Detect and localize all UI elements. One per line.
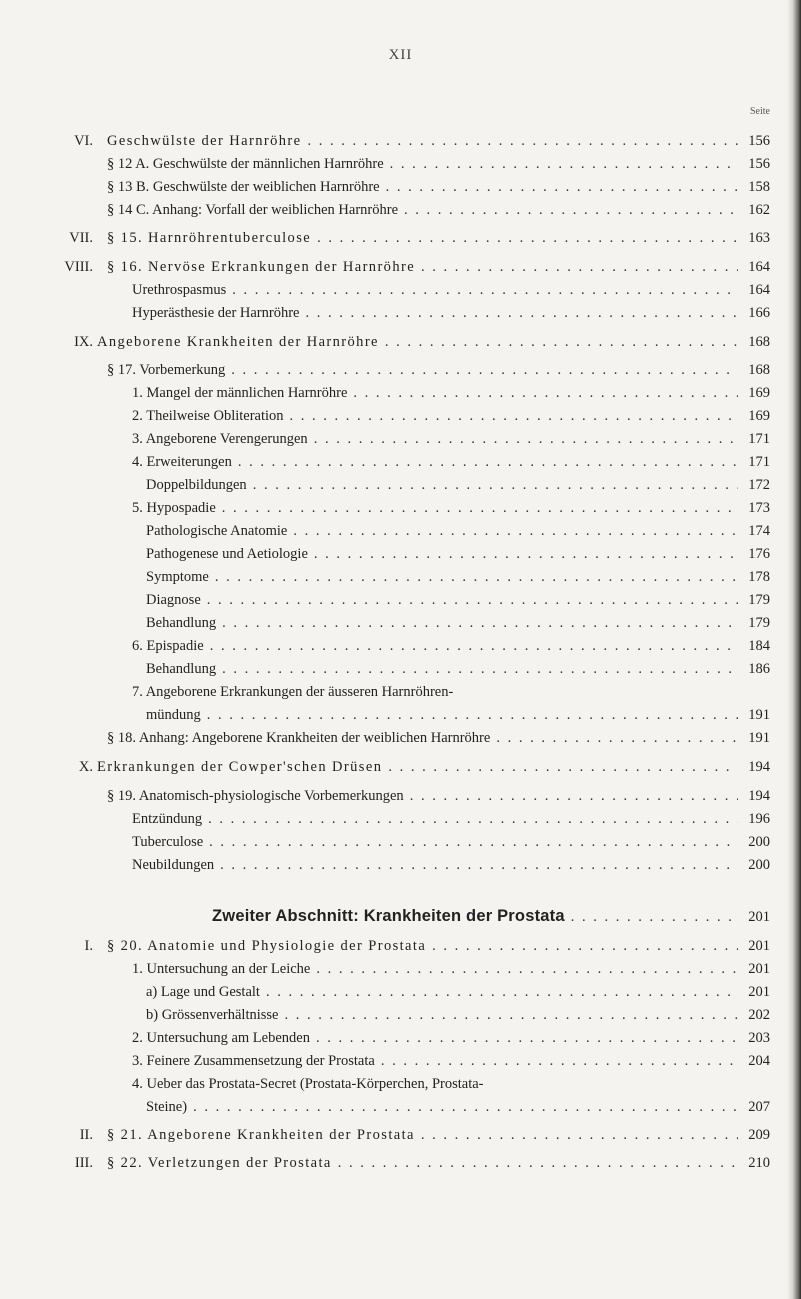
dot-leader (388, 756, 738, 778)
section-heading (0, 905, 801, 927)
entry-title: mündung (146, 707, 201, 723)
entry-title: 6. Epispadie (132, 638, 204, 654)
entry-body (132, 808, 770, 830)
page-ref: 164 (748, 282, 770, 298)
toc-entry (0, 331, 801, 353)
entry-title: § 22. Verletzungen der Prostata (107, 1155, 332, 1171)
entry-body (146, 589, 770, 611)
dot-leader (353, 382, 738, 404)
page-ref: 191 (748, 730, 770, 746)
entry-title: Tuberculose (132, 834, 204, 850)
toc-entry (0, 1152, 801, 1174)
chapter-number: IX. (74, 334, 93, 350)
toc-entry (0, 176, 801, 198)
dot-leader (293, 520, 738, 542)
entry-title: § 19. Anatomisch-physiologische Vorbemerkungen (107, 788, 404, 804)
entry-body (132, 1050, 770, 1072)
entry-body (146, 1096, 770, 1118)
page-ref: 207 (748, 1099, 770, 1115)
entry-body (146, 981, 770, 1003)
toc-entry (0, 756, 801, 778)
entry-title: 3. Angeborene Verengerungen (132, 431, 308, 447)
dot-leader (215, 566, 738, 588)
dot-leader (207, 704, 738, 726)
entry-body (107, 227, 770, 249)
entry-title: Pathogenese und Aetiologie (146, 546, 308, 562)
entry-body (132, 1073, 770, 1095)
page-ref: 200 (748, 857, 770, 873)
toc-entry (0, 1124, 801, 1146)
entry-body (146, 704, 770, 726)
toc-entry (0, 589, 801, 611)
toc-entry (0, 981, 801, 1003)
page-ref: 201 (748, 938, 770, 954)
toc-entry (0, 727, 801, 749)
entry-body (212, 905, 770, 928)
page-ref: 179 (748, 615, 770, 631)
chapter-number: VI. (74, 133, 93, 149)
dot-leader (381, 1050, 738, 1072)
dot-leader (220, 854, 738, 876)
dot-leader (316, 958, 738, 980)
page-ref: 184 (748, 638, 770, 654)
entry-title: Geschwülste der Harnröhre (107, 133, 302, 149)
entry-title: Pathologische Anatomie (146, 523, 288, 539)
entry-body (107, 1152, 770, 1174)
toc-entry (0, 227, 801, 249)
entry-body (132, 497, 770, 519)
toc-entry (0, 958, 801, 980)
toc-entry (0, 831, 801, 853)
toc-entry (0, 543, 801, 565)
page-ref: 166 (748, 305, 770, 321)
entry-body (132, 428, 770, 450)
toc-entry (0, 635, 801, 657)
entry-body (97, 331, 770, 353)
page-number: XII (388, 47, 413, 63)
page-ref: 178 (748, 569, 770, 585)
entry-title: Doppelbildungen (146, 477, 247, 493)
dot-leader (421, 1124, 738, 1146)
dot-leader (314, 543, 738, 565)
toc-entry (0, 130, 801, 152)
toc-entry (0, 199, 801, 221)
page-ref: 196 (748, 811, 770, 827)
entry-title: Hyperästhesie der Harnröhre (132, 305, 300, 321)
page-ref: 169 (748, 385, 770, 401)
page-ref: 174 (748, 523, 770, 539)
dot-leader (305, 302, 738, 324)
toc-entry (0, 382, 801, 404)
entry-title: § 13 B. Geschwülste der weiblichen Harnröhre (107, 179, 380, 195)
page-ref: 164 (748, 259, 770, 275)
seite-label: Seite (750, 106, 770, 117)
entry-body (132, 405, 770, 427)
dot-leader (266, 981, 738, 1003)
dot-leader (307, 130, 738, 152)
entry-title: Diagnose (146, 592, 201, 608)
entry-body (107, 199, 770, 221)
entry-title: 4. Erweiterungen (132, 454, 232, 470)
toc-entry (0, 1096, 801, 1118)
dot-leader (284, 1004, 738, 1026)
toc-entry (0, 428, 801, 450)
toc-entry (0, 1004, 801, 1026)
page-ref: 163 (748, 230, 770, 246)
page-ref: 203 (748, 1030, 770, 1046)
toc-entry (0, 359, 801, 381)
dot-leader (317, 227, 738, 249)
page-ref: 156 (748, 156, 770, 172)
toc-entry (0, 566, 801, 588)
entry-title: Zweiter Abschnitt: Krankheiten der Prostata (212, 907, 565, 925)
toc-entry (0, 405, 801, 427)
dot-leader (222, 497, 738, 519)
dot-leader (222, 612, 738, 634)
entry-title: b) Grössenverhältnisse (146, 1007, 279, 1023)
entry-body (132, 854, 770, 876)
toc-entry (0, 612, 801, 634)
entry-title: Symptome (146, 569, 209, 585)
chapter-number: VII. (69, 230, 93, 246)
toc-entry (0, 681, 801, 703)
page-ref: 191 (748, 707, 770, 723)
dot-leader (210, 635, 738, 657)
toc-entry (0, 153, 801, 175)
entry-body (132, 451, 770, 473)
page-ref: 179 (748, 592, 770, 608)
entry-body (146, 474, 770, 496)
entry-body (146, 1004, 770, 1026)
page-ref: 194 (748, 788, 770, 804)
dot-leader (238, 451, 738, 473)
toc-entry (0, 808, 801, 830)
entry-body (107, 153, 770, 175)
entry-body (132, 635, 770, 657)
toc-entry (0, 1050, 801, 1072)
chapter-number: II. (79, 1127, 93, 1143)
dot-leader (253, 474, 738, 496)
dot-leader (404, 199, 738, 221)
toc-entry (0, 658, 801, 680)
entry-title: 4. Ueber das Prostata-Secret (Prostata-Körperchen, Prostata- (132, 1076, 484, 1092)
entry-title: § 17. Vorbemerkung (107, 362, 226, 378)
entry-body (132, 1027, 770, 1049)
page-ref: 169 (748, 408, 770, 424)
entry-title: § 16. Nervöse Erkrankungen der Harnröhre (107, 259, 416, 275)
entry-title: Angeborene Krankheiten der Harnröhre (97, 334, 379, 350)
dot-leader (209, 831, 738, 853)
toc-entry (0, 279, 801, 301)
entry-title: a) Lage und Gestalt (146, 984, 260, 1000)
dot-leader (232, 279, 738, 301)
toc-entry (0, 520, 801, 542)
dot-leader (496, 727, 738, 749)
page-ref: 202 (748, 1007, 770, 1023)
entry-title: 2. Untersuchung am Lebenden (132, 1030, 310, 1046)
page-ref: 162 (748, 202, 770, 218)
toc-entry (0, 451, 801, 473)
entry-title: Entzündung (132, 811, 203, 827)
chapter-number: X. (78, 759, 93, 775)
dot-leader (316, 1027, 738, 1049)
page-ref: 172 (748, 477, 770, 493)
entry-body (132, 958, 770, 980)
entry-body (132, 681, 770, 703)
dot-leader (222, 658, 738, 680)
entry-body (107, 256, 770, 278)
page-ref: 204 (748, 1053, 770, 1069)
page-ref: 201 (748, 961, 770, 977)
entry-title: § 12 A. Geschwülste der männlichen Harnröhre (107, 156, 384, 172)
page-ref: 158 (748, 179, 770, 195)
entry-title: 5. Hypospadie (132, 500, 216, 516)
page-ref: 201 (748, 984, 770, 1000)
entry-title: § 15. Harnröhrentuberculose (107, 230, 312, 246)
chapter-number: VIII. (64, 259, 93, 275)
entry-body (107, 935, 770, 957)
entry-title: § 21. Angeborene Krankheiten der Prostata (107, 1127, 415, 1143)
entry-title: 3. Feinere Zusammensetzung der Prostata (132, 1053, 375, 1069)
dot-leader (410, 785, 738, 807)
entry-title: 1. Mangel der männlichen Harnröhre (132, 385, 348, 401)
entry-title: § 20. Anatomie und Physiologie der Prostata (107, 938, 427, 954)
entry-title: Erkrankungen der Cowper'schen Drüsen (97, 759, 383, 775)
dot-leader (208, 808, 738, 830)
toc-entry (0, 497, 801, 519)
toc-entry (0, 474, 801, 496)
page-ref: 168 (748, 334, 770, 350)
entry-title: 1. Untersuchung an der Leiche (132, 961, 311, 977)
entry-title: 7. Angeborene Erkrankungen der äusseren Harnröhren- (132, 684, 454, 700)
page-ref: 168 (748, 362, 770, 378)
chapter-number: III. (74, 1155, 93, 1171)
entry-body (132, 302, 770, 324)
entry-body (107, 1124, 770, 1146)
entry-body (107, 359, 770, 381)
toc-entry (0, 785, 801, 807)
dot-leader (390, 153, 738, 175)
dot-leader (314, 428, 738, 450)
page-ref: 194 (748, 759, 770, 775)
entry-body (132, 279, 770, 301)
dot-leader (386, 176, 738, 198)
dot-leader (421, 256, 738, 278)
page-ref: 171 (748, 454, 770, 470)
toc-entry (0, 256, 801, 278)
toc-entry (0, 1073, 801, 1095)
toc-entry (0, 854, 801, 876)
page-ref: 173 (748, 500, 770, 516)
entry-title: 2. Theilweise Obliteration (132, 408, 284, 424)
page-ref: 200 (748, 834, 770, 850)
dot-leader (338, 1152, 738, 1174)
toc-entry (0, 302, 801, 324)
entry-body (97, 756, 770, 778)
dot-leader (571, 906, 738, 928)
page-ref: 156 (748, 133, 770, 149)
page-ref: 210 (748, 1155, 770, 1171)
toc-entry (0, 935, 801, 957)
page-ref: 186 (748, 661, 770, 677)
entry-title: Steine) (146, 1099, 188, 1115)
entry-body (107, 785, 770, 807)
chapter-number: I. (84, 938, 93, 954)
entry-body (146, 566, 770, 588)
entry-title: Neubildungen (132, 857, 215, 873)
entry-title: Behandlung (146, 661, 217, 677)
page-ref: 201 (748, 909, 770, 925)
entry-body (107, 130, 770, 152)
dot-leader (385, 331, 738, 353)
dot-leader (231, 359, 738, 381)
dot-leader (193, 1096, 738, 1118)
entry-title: Urethrospasmus (132, 282, 227, 298)
entry-title: § 14 C. Anhang: Vorfall der weiblichen Harnröhre (107, 202, 399, 218)
toc-entry (0, 704, 801, 726)
page-ref: 171 (748, 431, 770, 447)
page-ref: 209 (748, 1127, 770, 1143)
toc-entry (0, 1027, 801, 1049)
entry-body (146, 612, 770, 634)
entry-title: Behandlung (146, 615, 217, 631)
entry-body (107, 176, 770, 198)
entry-body (146, 520, 770, 542)
entry-body (132, 382, 770, 404)
dot-leader (432, 935, 738, 957)
entry-title: § 18. Anhang: Angeborene Krankheiten der weiblichen Harnröhre (107, 730, 491, 746)
entry-body (132, 831, 770, 853)
dot-leader (290, 405, 738, 427)
entry-body (146, 543, 770, 565)
entry-body (107, 727, 770, 749)
entry-body (146, 658, 770, 680)
dot-leader (207, 589, 738, 611)
page-ref: 176 (748, 546, 770, 562)
